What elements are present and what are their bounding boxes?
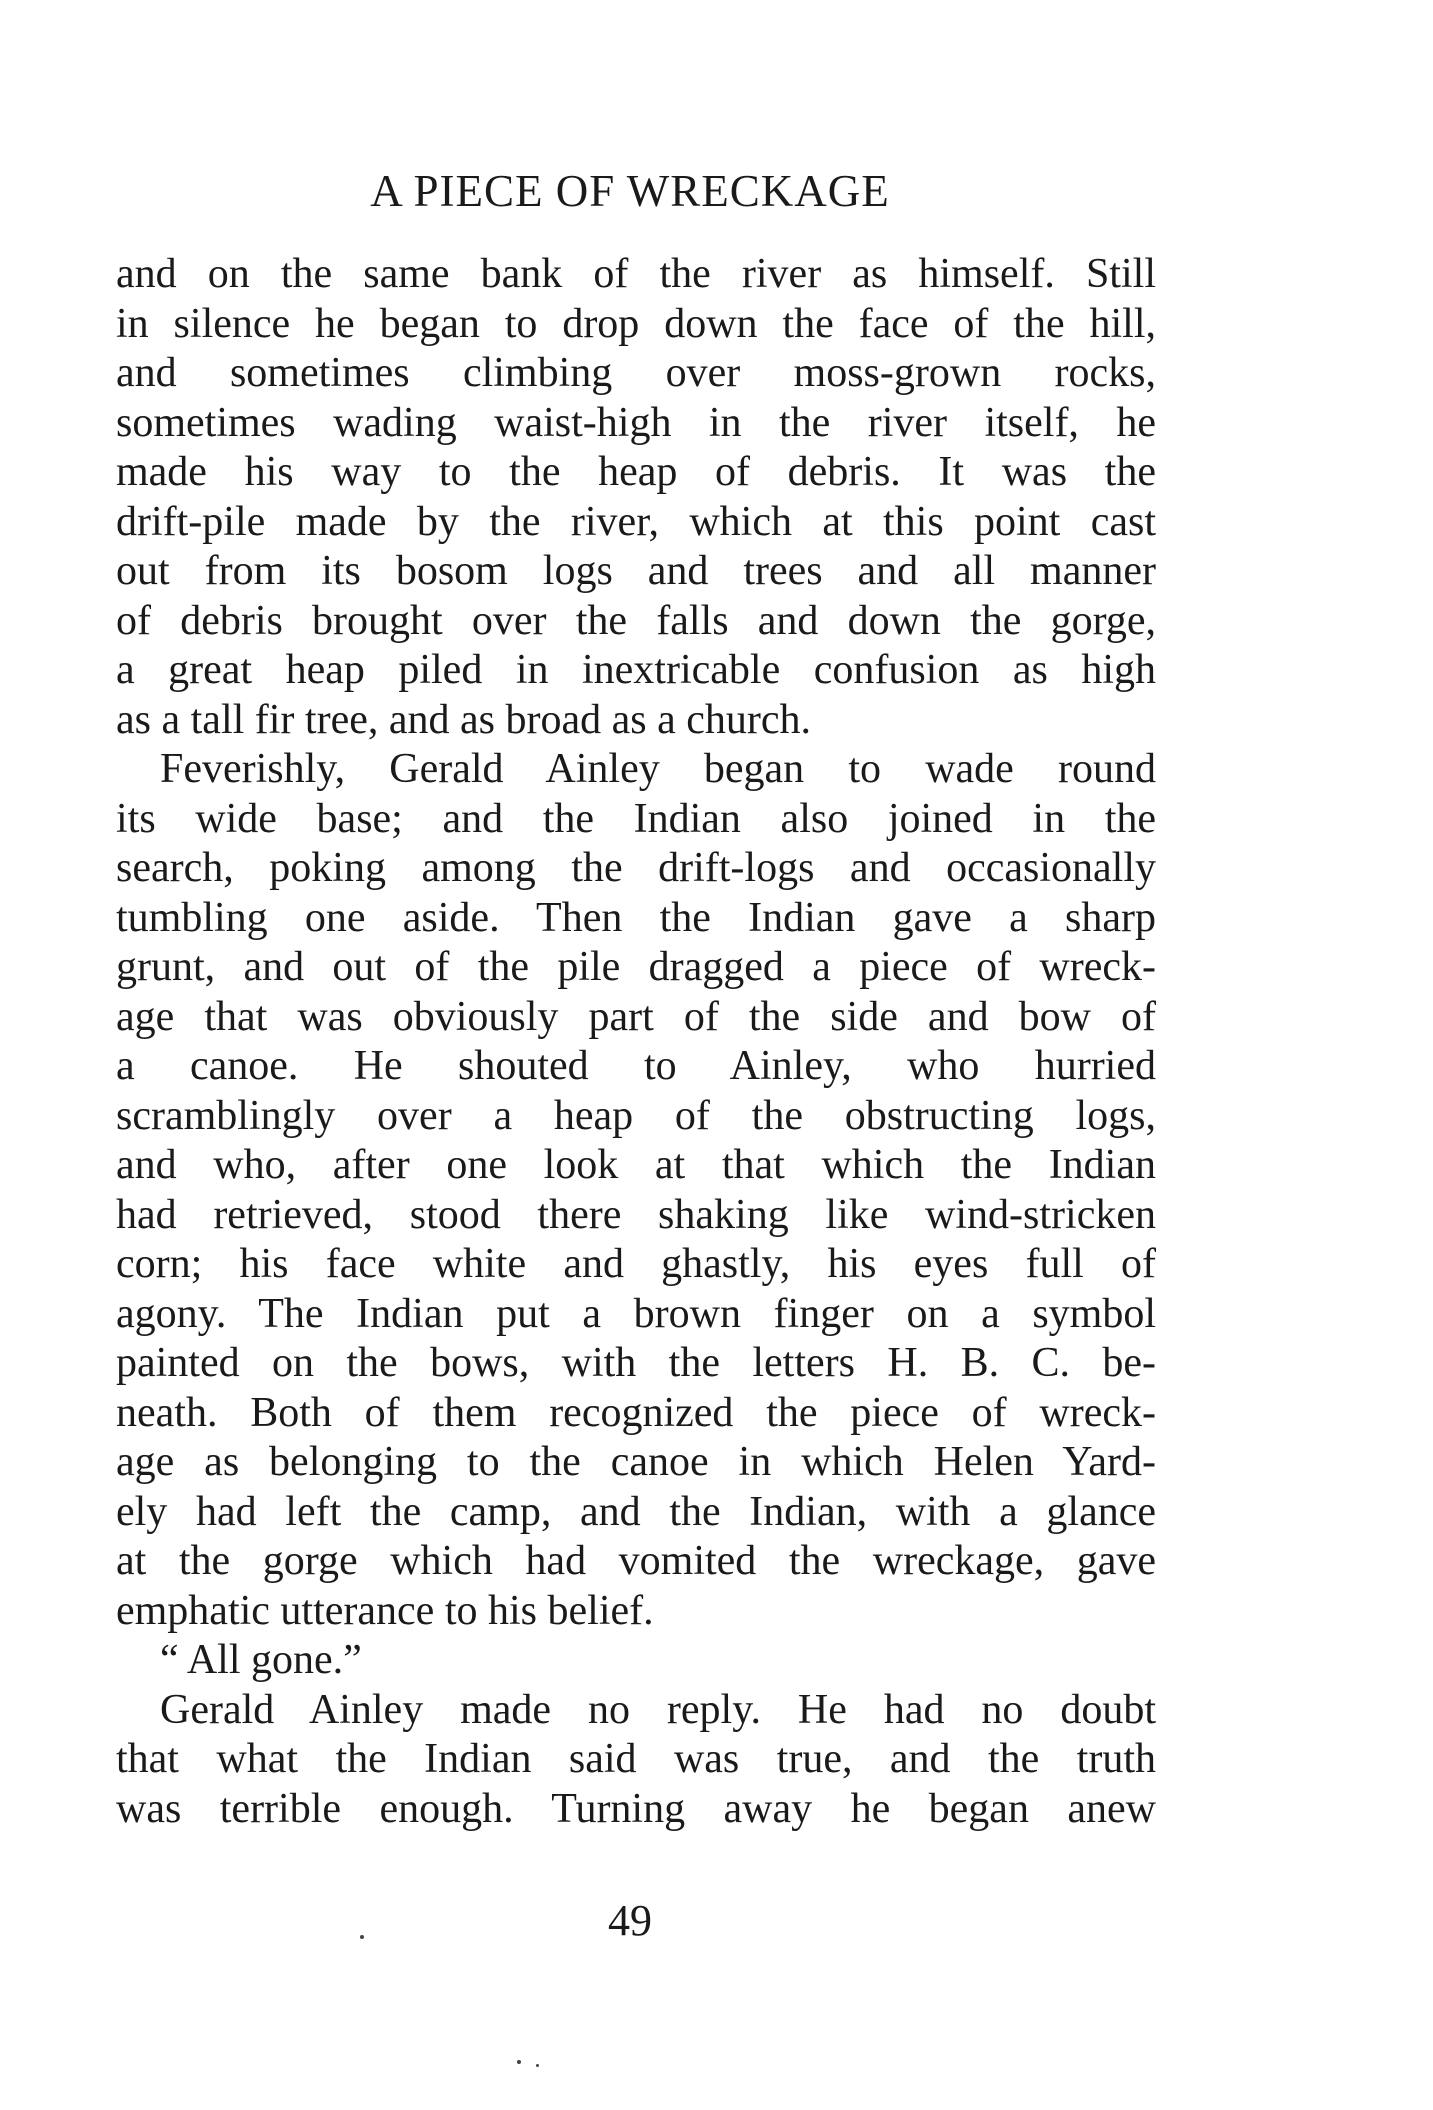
text-line: agony. The Indian put a brown finger on a symbol <box>116 1290 1156 1337</box>
text-line: search, poking among the drift-logs and occasionally <box>116 845 1156 891</box>
text-line: of debris brought over the falls and down the gorge, <box>116 597 1156 644</box>
text-line: corn; his face white and ghastly, his eyes full of <box>116 1241 1156 1287</box>
text-line: “ All gone.” <box>160 1637 362 1683</box>
ink-speck <box>536 2064 539 2067</box>
text-line: tumbling one aside. Then the Indian gave a sharp <box>116 894 1156 941</box>
text-line: was terrible enough. Turning away he began anew <box>116 1785 1156 1832</box>
page-number: 49 <box>608 1896 652 1945</box>
text-line: a great heap piled in inextricable confusion as high <box>116 647 1156 693</box>
text-line: and sometimes climbing over moss-grown rocks, <box>116 350 1156 396</box>
text-line: age as belonging to the canoe in which Helen Yard- <box>116 1439 1156 1485</box>
text-line: grunt, and out of the pile dragged a piece of wreck- <box>116 944 1156 990</box>
text-line: ely had left the camp, and the Indian, with a glance <box>116 1488 1156 1535</box>
text-line: out from its bosom logs and trees and all manner <box>116 548 1156 594</box>
running-head: A PIECE OF WRECKAGE <box>370 166 890 216</box>
text-line: had retrieved, stood there shaking like wind-stricken <box>116 1191 1156 1238</box>
text-line: a canoe. He shouted to Ainley, who hurried <box>116 1043 1156 1089</box>
text-line: Gerald Ainley made no reply. He had no doubt <box>160 1686 1156 1733</box>
text-line: emphatic utterance to his belief. <box>116 1587 654 1634</box>
text-line: and on the same bank of the river as himself. Still <box>116 251 1156 297</box>
text-line: painted on the bows, with the letters H. B. C. be- <box>116 1340 1156 1386</box>
text-line: and who, after one look at that which the Indian <box>116 1142 1156 1188</box>
text-line: drift-pile made by the river, which at this point cast <box>116 498 1156 545</box>
text-line: scramblingly over a heap of the obstructing logs, <box>116 1092 1156 1139</box>
ink-speck <box>517 2060 521 2064</box>
text-line: Feverishly, Gerald Ainley began to wade round <box>160 746 1156 792</box>
ink-speck <box>360 1935 364 1939</box>
text-line: age that was obviously part of the side and bow of <box>116 993 1156 1040</box>
text-line: as a tall fir tree, and as broad as a church. <box>116 696 812 743</box>
text-line: in silence he began to drop down the face of the hill, <box>116 300 1156 347</box>
body-text <box>116 250 1156 1834</box>
text-line: that what the Indian said was true, and the truth <box>116 1736 1156 1782</box>
text-line: made his way to the heap of debris. It was the <box>116 449 1156 495</box>
text-line: neath. Both of them recognized the piece of wreck- <box>116 1389 1156 1436</box>
text-line: at the gorge which had vomited the wreckage, gave <box>116 1538 1156 1584</box>
text-line: sometimes wading waist-high in the river itself, he <box>116 399 1156 446</box>
text-line: its wide base; and the Indian also joined in the <box>116 795 1156 842</box>
